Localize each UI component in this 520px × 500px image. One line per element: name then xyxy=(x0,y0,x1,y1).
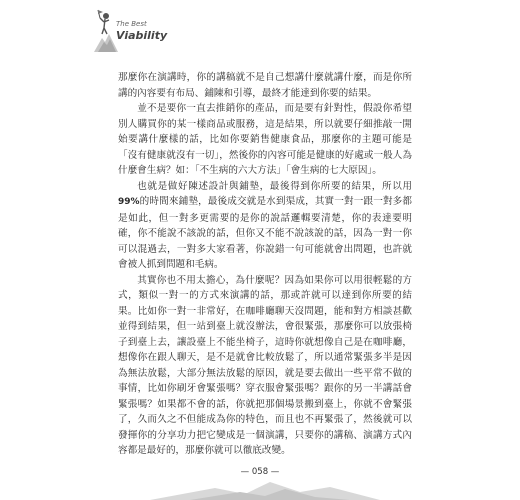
paragraph-3-end: 的時間來鋪墊，最後成交就是水到渠成，其實一對一跟一對多都是如此，但一對多更需要的是你的說話邏輯要清楚，你的表達要明確，你不能說不該說的話，但你又不能不說該說的話，因為一對一你可以混過去，一對多大家看著，你說錯一句可能就會出問題，也許就會被人抓到問題和毛病。 xyxy=(118,196,412,270)
brand-viability: Viability xyxy=(116,29,168,42)
header-logo xyxy=(92,8,212,52)
mountain-decoration xyxy=(0,478,520,500)
paragraph-3 xyxy=(118,179,412,273)
paragraph-4: 其實你也不用太擔心，為什麼呢？因為如果你可以用很輕鬆的方式，類似一對一的方式來演講的話，那或許就可以達到你所要的結果。比如你一對一非常好，在咖啡廳聊天沒問題，能和對方相談甚歡並得到結果，但一站到臺上就沒辦法，會很緊張，那麼你可以放張椅子到臺上去，讓設臺上不能坐椅子，這時你就想像自己是在咖啡廳，想像你在跟人聊天，是不是就會比較放鬆了，所以通常緊張多半是因為無法放鬆，大部分無法放鬆的原因，就是要去做出一些平常不做的事情，比如你刷牙會緊張嗎？穿衣服會緊張嗎？跟你的另一半講話會緊張嗎？如果都不會的話，你就把那個場景搬到臺上，你就不會緊張了，久而久之不但能成為你的特色，而且也不再緊張了，然後就可以發揮你的分享功力把它變成是一個演講，只要你的講稿、演講方式內容都是最好的，那麼你就可以徹底改變。 xyxy=(118,274,412,456)
paragraph-1: 那麼你在演講時，你的講稿就不是自己想講什麼就講什麼，而是你所講的內容要有布局、鋪陳和引導，最終才能達到你要的結果。 xyxy=(118,72,412,99)
body-text xyxy=(118,70,412,459)
climber-on-peak-icon xyxy=(92,8,118,52)
paragraph-3-start: 也就是做好陳述設計與鋪墊，最後得到你所要的結果，所以用 xyxy=(137,180,412,192)
paragraph-2: 並不是要你一直去推銷你的產品，而是要有針對性，假設你希望別人購買你的某一樣商品或服務，這是結果，所以就要仔細推敲一開始要講什麼樣的話，比如你要銷售健康食品，那麼你的主題可能是「沒有健康就沒有一切」，然後你的內容可能是健康的好處或一般人為什麼會生病？如：「不生病的六大方法」「會生病的七大原因」。 xyxy=(118,103,412,176)
percentage-highlight: 99% xyxy=(118,197,140,207)
page-number: — 058 — xyxy=(240,467,280,477)
brand-the-best: The Best xyxy=(116,20,147,28)
